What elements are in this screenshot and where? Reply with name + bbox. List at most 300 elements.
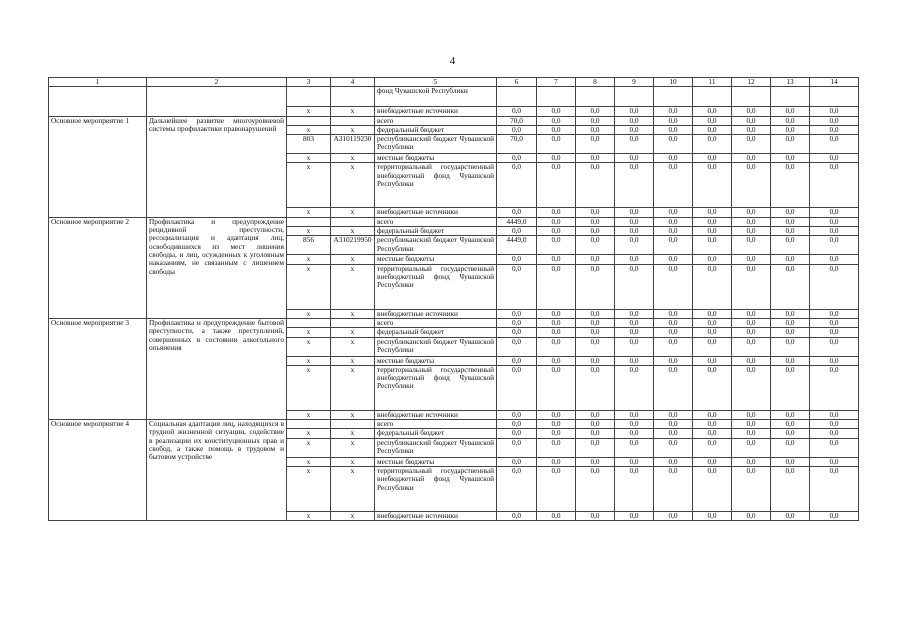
table-row xyxy=(49,318,859,327)
value-cell xyxy=(576,87,615,107)
code-cell: х xyxy=(287,467,331,512)
value-cell: 0,0 xyxy=(576,236,615,255)
value-cell: 0,0 xyxy=(732,227,771,236)
code-cell: х xyxy=(287,365,331,410)
value-cell: 0,0 xyxy=(576,429,615,438)
value-cell: 0,0 xyxy=(693,328,732,337)
source-cell: республиканский бюджет Чувашской Республики xyxy=(375,337,497,356)
value-cell: 0,0 xyxy=(615,208,654,217)
code-cell: х xyxy=(331,365,375,410)
value-cell: 0,0 xyxy=(771,457,810,466)
value-cell: 0,0 xyxy=(497,264,537,309)
value-cell: 0,0 xyxy=(732,365,771,410)
value-cell: 0,0 xyxy=(497,163,537,208)
table-row xyxy=(49,107,859,116)
value-cell: 0,0 xyxy=(771,135,810,154)
value-cell: 0,0 xyxy=(810,154,859,163)
code-cell xyxy=(287,116,331,125)
value-cell: 0,0 xyxy=(615,163,654,208)
value-cell: 0,0 xyxy=(615,457,654,466)
value-cell: 0,0 xyxy=(654,410,693,419)
value-cell: 0,0 xyxy=(654,227,693,236)
value-cell: 0,0 xyxy=(497,208,537,217)
value-cell: 0,0 xyxy=(810,337,859,356)
value-cell: 0,0 xyxy=(732,410,771,419)
value-cell: 0,0 xyxy=(537,309,576,318)
code-cell: А310119230 xyxy=(331,135,375,154)
source-cell: территориальный государственный внебюджетный фонд Чувашской Республики xyxy=(375,163,497,208)
code-cell: х xyxy=(287,255,331,264)
value-cell: 0,0 xyxy=(537,116,576,125)
value-cell: 0,0 xyxy=(497,255,537,264)
value-cell: 0,0 xyxy=(732,217,771,226)
value-cell: 0,0 xyxy=(615,125,654,134)
value-cell: 0,0 xyxy=(497,512,537,521)
measure-desc-cell: Профилактика и предупреждение рецидивной преступности, ресоциализация и адаптация лиц, освободившихся из мест лишения свободы, и лиц, осужденных к уголовным наказаниям, не связанным с лишением свободы xyxy=(147,217,287,318)
value-cell: 0,0 xyxy=(615,255,654,264)
value-cell: 0,0 xyxy=(810,227,859,236)
value-cell: 0,0 xyxy=(693,227,732,236)
value-cell: 0,0 xyxy=(576,154,615,163)
value-cell: 0,0 xyxy=(615,227,654,236)
value-cell: 0,0 xyxy=(810,107,859,116)
value-cell: 70,0 xyxy=(497,135,537,154)
value-cell: 4449,0 xyxy=(497,236,537,255)
code-cell: х xyxy=(287,512,331,521)
value-cell: 0,0 xyxy=(576,264,615,309)
value-cell: 0,0 xyxy=(576,107,615,116)
value-cell: 0,0 xyxy=(654,154,693,163)
value-cell: 0,0 xyxy=(693,217,732,226)
value-cell xyxy=(654,87,693,107)
value-cell: 0,0 xyxy=(732,116,771,125)
header-col-4: 4 xyxy=(331,78,375,87)
value-cell: 0,0 xyxy=(497,438,537,457)
value-cell: 0,0 xyxy=(537,410,576,419)
value-cell: 0,0 xyxy=(537,420,576,429)
value-cell: 0,0 xyxy=(537,107,576,116)
value-cell: 0,0 xyxy=(576,410,615,419)
value-cell: 0,0 xyxy=(615,337,654,356)
value-cell xyxy=(615,87,654,107)
value-cell: 0,0 xyxy=(537,328,576,337)
value-cell: 0,0 xyxy=(732,356,771,365)
value-cell xyxy=(732,87,771,107)
code-cell: х xyxy=(287,438,331,457)
value-cell: 0,0 xyxy=(693,337,732,356)
source-cell: внебюджетные источники xyxy=(375,107,497,116)
source-cell: территориальный государственный внебюджетный фонд Чувашской Республики xyxy=(375,264,497,309)
value-cell: 0,0 xyxy=(537,467,576,512)
value-cell: 0,0 xyxy=(576,438,615,457)
value-cell: 0,0 xyxy=(497,410,537,419)
value-cell: 0,0 xyxy=(497,467,537,512)
measure-name-cell: Основное мероприятие 2 xyxy=(49,217,147,318)
value-cell: 0,0 xyxy=(654,337,693,356)
source-cell: всего xyxy=(375,116,497,125)
value-cell: 0,0 xyxy=(771,125,810,134)
source-cell: местные бюджеты xyxy=(375,154,497,163)
value-cell: 0,0 xyxy=(732,264,771,309)
value-cell: 0,0 xyxy=(654,264,693,309)
code-cell: х xyxy=(287,410,331,419)
value-cell: 0,0 xyxy=(732,467,771,512)
source-cell: федеральный бюджет xyxy=(375,125,497,134)
code-cell xyxy=(331,217,375,226)
value-cell: 0,0 xyxy=(654,467,693,512)
value-cell: 0,0 xyxy=(693,163,732,208)
code-cell: 856 xyxy=(287,236,331,255)
source-cell: внебюджетные источники xyxy=(375,208,497,217)
value-cell: 0,0 xyxy=(497,125,537,134)
value-cell: 0,0 xyxy=(810,318,859,327)
header-col-11: 11 xyxy=(693,78,732,87)
value-cell: 0,0 xyxy=(810,356,859,365)
value-cell: 0,0 xyxy=(537,429,576,438)
value-cell: 0,0 xyxy=(615,356,654,365)
code-cell: х xyxy=(287,337,331,356)
value-cell: 0,0 xyxy=(576,309,615,318)
value-cell: 0,0 xyxy=(771,217,810,226)
value-cell: 0,0 xyxy=(693,410,732,419)
value-cell: 0,0 xyxy=(537,135,576,154)
value-cell: 0,0 xyxy=(693,429,732,438)
value-cell: 0,0 xyxy=(576,420,615,429)
source-cell: внебюджетные источники xyxy=(375,309,497,318)
source-cell: республиканский бюджет Чувашской Республики xyxy=(375,236,497,255)
value-cell: 0,0 xyxy=(615,318,654,327)
value-cell: 4449,0 xyxy=(497,217,537,226)
value-cell: 0,0 xyxy=(771,365,810,410)
code-cell: х xyxy=(331,154,375,163)
code-cell: х xyxy=(331,163,375,208)
value-cell: 0,0 xyxy=(732,135,771,154)
code-cell: х xyxy=(287,125,331,134)
code-cell: х xyxy=(287,429,331,438)
value-cell: 0,0 xyxy=(771,236,810,255)
code-cell xyxy=(331,318,375,327)
code-cell xyxy=(287,420,331,429)
value-cell: 0,0 xyxy=(576,328,615,337)
code-cell: х xyxy=(331,467,375,512)
value-cell: 0,0 xyxy=(771,255,810,264)
header-row xyxy=(49,78,859,87)
value-cell: 0,0 xyxy=(615,420,654,429)
value-cell: 0,0 xyxy=(771,309,810,318)
value-cell: 0,0 xyxy=(732,420,771,429)
value-cell: 0,0 xyxy=(693,356,732,365)
value-cell: 0,0 xyxy=(732,208,771,217)
value-cell: 0,0 xyxy=(771,116,810,125)
measure-desc-cell: Социальная адаптация лиц, находящихся в трудной жизненной ситуации, содействие в реализации их конституционных прав и свобод, а также помощь в трудовом и бытовом устройстве xyxy=(147,420,287,521)
value-cell: 0,0 xyxy=(537,457,576,466)
header-col-8: 8 xyxy=(576,78,615,87)
value-cell: 0,0 xyxy=(693,236,732,255)
value-cell: 0,0 xyxy=(537,356,576,365)
value-cell: 0,0 xyxy=(615,309,654,318)
value-cell: 0,0 xyxy=(810,328,859,337)
code-cell: х xyxy=(331,208,375,217)
source-cell: местные бюджеты xyxy=(375,356,497,365)
value-cell: 0,0 xyxy=(732,512,771,521)
value-cell: 0,0 xyxy=(810,309,859,318)
value-cell: 0,0 xyxy=(654,318,693,327)
value-cell: 0,0 xyxy=(810,163,859,208)
header-col-10: 10 xyxy=(654,78,693,87)
value-cell: 0,0 xyxy=(537,163,576,208)
code-cell: х xyxy=(287,107,331,116)
value-cell: 0,0 xyxy=(654,255,693,264)
value-cell: 0,0 xyxy=(576,337,615,356)
value-cell: 0,0 xyxy=(771,337,810,356)
value-cell: 0,0 xyxy=(576,125,615,134)
value-cell: 0,0 xyxy=(810,236,859,255)
code-cell xyxy=(331,420,375,429)
table-row xyxy=(49,116,859,125)
value-cell: 0,0 xyxy=(771,154,810,163)
value-cell: 0,0 xyxy=(576,512,615,521)
value-cell: 0,0 xyxy=(576,163,615,208)
value-cell: 0,0 xyxy=(537,227,576,236)
value-cell: 0,0 xyxy=(537,208,576,217)
measure-desc-cell: Профилактика и предупреждение бытовой преступности, а также преступлений, совершенных в состоянии алкогольного опьянения xyxy=(147,318,287,419)
value-cell: 0,0 xyxy=(693,255,732,264)
table-row xyxy=(49,420,859,429)
value-cell: 0,0 xyxy=(615,467,654,512)
code-cell xyxy=(287,318,331,327)
source-cell: республиканский бюджет Чувашской Республики xyxy=(375,135,497,154)
value-cell: 0,0 xyxy=(576,356,615,365)
value-cell: 0,0 xyxy=(615,328,654,337)
value-cell: 0,0 xyxy=(654,356,693,365)
code-cell: х xyxy=(331,438,375,457)
value-cell: 0,0 xyxy=(732,429,771,438)
value-cell: 0,0 xyxy=(693,438,732,457)
value-cell: 0,0 xyxy=(810,135,859,154)
value-cell: 0,0 xyxy=(537,365,576,410)
code-cell: х xyxy=(331,227,375,236)
value-cell: 0,0 xyxy=(615,135,654,154)
code-cell: х xyxy=(287,356,331,365)
value-cell: 0,0 xyxy=(615,116,654,125)
budget-table xyxy=(48,77,859,521)
value-cell: 0,0 xyxy=(771,318,810,327)
code-cell: х xyxy=(287,457,331,466)
value-cell: 0,0 xyxy=(693,457,732,466)
value-cell: 0,0 xyxy=(810,125,859,134)
value-cell: 0,0 xyxy=(771,328,810,337)
value-cell: 0,0 xyxy=(654,217,693,226)
code-cell: х xyxy=(331,264,375,309)
value-cell: 0,0 xyxy=(576,457,615,466)
source-cell: всего xyxy=(375,420,497,429)
value-cell: 0,0 xyxy=(771,208,810,217)
header-col-5: 5 xyxy=(375,78,497,87)
value-cell: 0,0 xyxy=(732,318,771,327)
code-cell: х xyxy=(331,356,375,365)
header-col-13: 13 xyxy=(771,78,810,87)
value-cell xyxy=(497,87,537,107)
value-cell: 70,0 xyxy=(497,116,537,125)
header-col-9: 9 xyxy=(615,78,654,87)
value-cell: 0,0 xyxy=(576,318,615,327)
header-col-7: 7 xyxy=(537,78,576,87)
value-cell: 0,0 xyxy=(771,356,810,365)
measure-desc-cell xyxy=(147,107,287,116)
value-cell: 0,0 xyxy=(732,163,771,208)
value-cell: 0,0 xyxy=(654,163,693,208)
source-cell: федеральный бюджет xyxy=(375,328,497,337)
value-cell: 0,0 xyxy=(537,264,576,309)
code-cell: х xyxy=(331,429,375,438)
value-cell: 0,0 xyxy=(576,227,615,236)
source-cell: федеральный бюджет xyxy=(375,227,497,236)
value-cell: 0,0 xyxy=(732,236,771,255)
measure-name-cell xyxy=(49,87,147,107)
source-cell: всего xyxy=(375,318,497,327)
value-cell: 0,0 xyxy=(615,154,654,163)
source-cell: местные бюджеты xyxy=(375,255,497,264)
value-cell: 0,0 xyxy=(615,236,654,255)
value-cell: 0,0 xyxy=(771,107,810,116)
value-cell: 0,0 xyxy=(537,438,576,457)
source-cell: территориальный государственный внебюджетный фонд Чувашской Республики xyxy=(375,467,497,512)
code-cell: х xyxy=(287,163,331,208)
value-cell xyxy=(537,87,576,107)
source-cell: внебюджетные источники xyxy=(375,410,497,419)
value-cell: 0,0 xyxy=(576,217,615,226)
measure-name-cell: Основное мероприятие 3 xyxy=(49,318,147,419)
source-cell: внебюджетные источники xyxy=(375,512,497,521)
value-cell: 0,0 xyxy=(810,365,859,410)
value-cell: 0,0 xyxy=(732,154,771,163)
code-cell: х xyxy=(287,264,331,309)
value-cell: 0,0 xyxy=(615,410,654,419)
value-cell: 0,0 xyxy=(693,309,732,318)
source-cell: территориальный государственный внебюджетный фонд Чувашской Республики xyxy=(375,365,497,410)
code-cell: х xyxy=(287,227,331,236)
value-cell: 0,0 xyxy=(497,365,537,410)
value-cell: 0,0 xyxy=(810,467,859,512)
table-row xyxy=(49,217,859,226)
value-cell: 0,0 xyxy=(654,365,693,410)
value-cell: 0,0 xyxy=(497,309,537,318)
value-cell: 0,0 xyxy=(497,356,537,365)
header-col-6: 6 xyxy=(497,78,537,87)
value-cell: 0,0 xyxy=(732,255,771,264)
code-cell: х xyxy=(331,337,375,356)
value-cell: 0,0 xyxy=(497,337,537,356)
code-cell: х xyxy=(287,154,331,163)
value-cell: 0,0 xyxy=(810,217,859,226)
value-cell: 0,0 xyxy=(497,154,537,163)
value-cell: 0,0 xyxy=(732,309,771,318)
value-cell: 0,0 xyxy=(537,337,576,356)
source-cell: всего xyxy=(375,217,497,226)
value-cell xyxy=(771,87,810,107)
value-cell: 0,0 xyxy=(771,467,810,512)
code-cell: х xyxy=(331,410,375,419)
value-cell: 0,0 xyxy=(615,438,654,457)
value-cell: 0,0 xyxy=(615,217,654,226)
code-cell: х xyxy=(287,328,331,337)
value-cell: 0,0 xyxy=(537,255,576,264)
header-col-1: 1 xyxy=(49,78,147,87)
value-cell: 0,0 xyxy=(810,208,859,217)
value-cell: 0,0 xyxy=(615,264,654,309)
measure-desc-cell: Дальнейшее развитие многоуровневой системы профилактики правонарушений xyxy=(147,116,287,217)
value-cell: 0,0 xyxy=(732,337,771,356)
value-cell: 0,0 xyxy=(537,512,576,521)
value-cell: 0,0 xyxy=(732,438,771,457)
code-cell xyxy=(331,87,375,107)
value-cell: 0,0 xyxy=(497,107,537,116)
value-cell: 0,0 xyxy=(654,208,693,217)
value-cell: 0,0 xyxy=(810,410,859,419)
value-cell: 0,0 xyxy=(732,328,771,337)
value-cell: 0,0 xyxy=(810,264,859,309)
value-cell: 0,0 xyxy=(497,328,537,337)
header-col-2: 2 xyxy=(147,78,287,87)
value-cell: 0,0 xyxy=(537,217,576,226)
value-cell: 0,0 xyxy=(497,318,537,327)
value-cell: 0,0 xyxy=(693,208,732,217)
value-cell: 0,0 xyxy=(771,420,810,429)
value-cell: 0,0 xyxy=(654,512,693,521)
value-cell: 0,0 xyxy=(537,236,576,255)
value-cell: 0,0 xyxy=(810,512,859,521)
value-cell: 0,0 xyxy=(576,255,615,264)
value-cell: 0,0 xyxy=(693,154,732,163)
value-cell: 0,0 xyxy=(693,135,732,154)
code-cell: х xyxy=(331,328,375,337)
value-cell: 0,0 xyxy=(771,163,810,208)
value-cell: 0,0 xyxy=(537,318,576,327)
header-col-12: 12 xyxy=(732,78,771,87)
value-cell: 0,0 xyxy=(810,255,859,264)
value-cell: 0,0 xyxy=(497,457,537,466)
header-col-14: 14 xyxy=(810,78,859,87)
code-cell: х xyxy=(331,512,375,521)
value-cell: 0,0 xyxy=(693,107,732,116)
value-cell: 0,0 xyxy=(654,429,693,438)
value-cell: 0,0 xyxy=(576,365,615,410)
table-row xyxy=(49,87,859,107)
value-cell: 0,0 xyxy=(693,318,732,327)
value-cell: 0,0 xyxy=(693,116,732,125)
code-cell xyxy=(287,87,331,107)
value-cell: 0,0 xyxy=(810,457,859,466)
header-col-3: 3 xyxy=(287,78,331,87)
value-cell: 0,0 xyxy=(654,309,693,318)
measure-name-cell: Основное мероприятие 1 xyxy=(49,116,147,217)
value-cell: 0,0 xyxy=(732,107,771,116)
value-cell: 0,0 xyxy=(615,512,654,521)
code-cell: х xyxy=(331,457,375,466)
value-cell: 0,0 xyxy=(693,264,732,309)
value-cell: 0,0 xyxy=(576,116,615,125)
value-cell: 0,0 xyxy=(810,116,859,125)
value-cell: 0,0 xyxy=(771,264,810,309)
value-cell: 0,0 xyxy=(732,457,771,466)
measure-desc-cell xyxy=(147,87,287,107)
value-cell: 0,0 xyxy=(654,420,693,429)
value-cell: 0,0 xyxy=(693,512,732,521)
value-cell: 0,0 xyxy=(693,420,732,429)
value-cell: 0,0 xyxy=(654,116,693,125)
source-cell: республиканский бюджет Чувашской Республики xyxy=(375,438,497,457)
value-cell: 0,0 xyxy=(654,236,693,255)
